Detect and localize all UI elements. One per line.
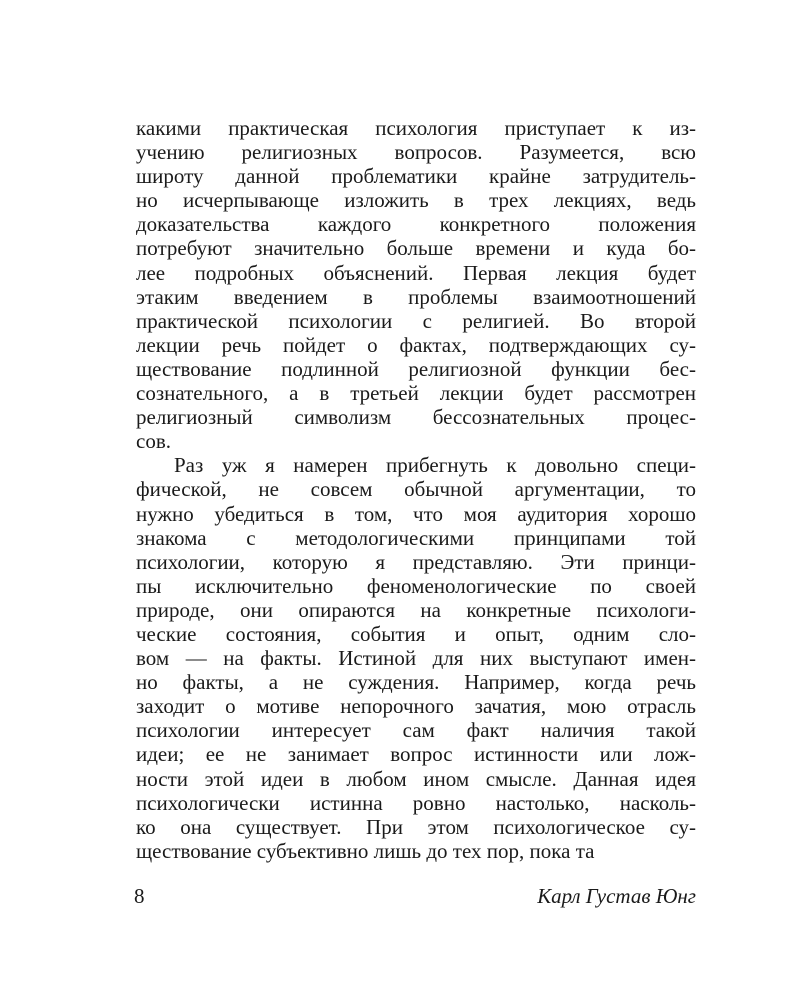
text-line: религиозный символизм бессознательных процес- — [136, 405, 696, 430]
text-line: этаким введением в проблемы взаимоотношений — [136, 284, 696, 309]
running-footer-author: Карл Густав Юнг — [537, 884, 696, 908]
text-line: лее подробных объяснений. Первая лекция будет — [136, 260, 696, 285]
text-line: сознательного, а в третьей лекции будет рассмотрен — [136, 381, 696, 406]
text-line: психологии интересует сам факт наличия такой — [136, 718, 696, 743]
text-line: заходит о мотиве непорочного зачатия, мою отрасль — [136, 694, 696, 719]
body-text — [136, 116, 696, 863]
text-line: учению религиозных вопросов. Разумеется, всю — [136, 140, 696, 165]
page-number: 8 — [134, 884, 145, 908]
text-line: психологически истинна ровно настолько, насколь- — [136, 790, 696, 815]
paragraph-2 — [136, 453, 696, 863]
text-line: сов. — [136, 429, 171, 454]
text-line: практической психологии с религией. Во второй — [136, 308, 696, 333]
text-line: какими практическая психология приступает к из- — [136, 116, 696, 140]
text-line: нужно убедиться в том, что моя аудитория хорошо — [136, 501, 696, 526]
text-line: ществование подлинной религиозной функции бес- — [136, 356, 696, 381]
text-line: пы исключительно феноменологические по своей — [136, 573, 696, 598]
text-line: широту данной проблематики крайне затрудитель- — [136, 164, 696, 189]
text-line: психологии, которую я представляю. Эти принци- — [136, 549, 696, 574]
text-line: фической, не совсем обычной аргументации, то — [136, 477, 696, 502]
text-line: вом — на факты. Истиной для них выступают имен- — [136, 646, 696, 671]
text-line: лекции речь пойдет о фактах, подтверждающих су- — [136, 332, 696, 357]
text-line: но факты, а не суждения. Например, когда речь — [136, 670, 696, 695]
text-line: ности этой идеи в любом ином смысле. Данная идея — [136, 766, 696, 791]
paragraph-1 — [136, 116, 696, 453]
text-line: доказательства каждого конкретного положения — [136, 212, 696, 237]
text-line: ческие состояния, события и опыт, одним сло- — [136, 621, 696, 646]
text-line: знакома с методологическими принципами той — [136, 525, 696, 550]
text-line: ществование субъективно лишь до тех пор, пока та — [136, 838, 595, 863]
text-line: потребуют значительно больше времени и куда бо- — [136, 236, 696, 261]
text-line: природе, они опираются на конкретные психологи- — [136, 597, 696, 622]
text-line: но исчерпывающе изложить в трех лекциях, ведь — [136, 188, 696, 213]
text-line: ко она существует. При этом психологическое су- — [136, 814, 696, 839]
text-line: идеи; ее не занимает вопрос истинности или лож- — [136, 742, 696, 767]
text-line: Раз уж я намерен прибегнуть к довольно специ- — [174, 453, 696, 478]
